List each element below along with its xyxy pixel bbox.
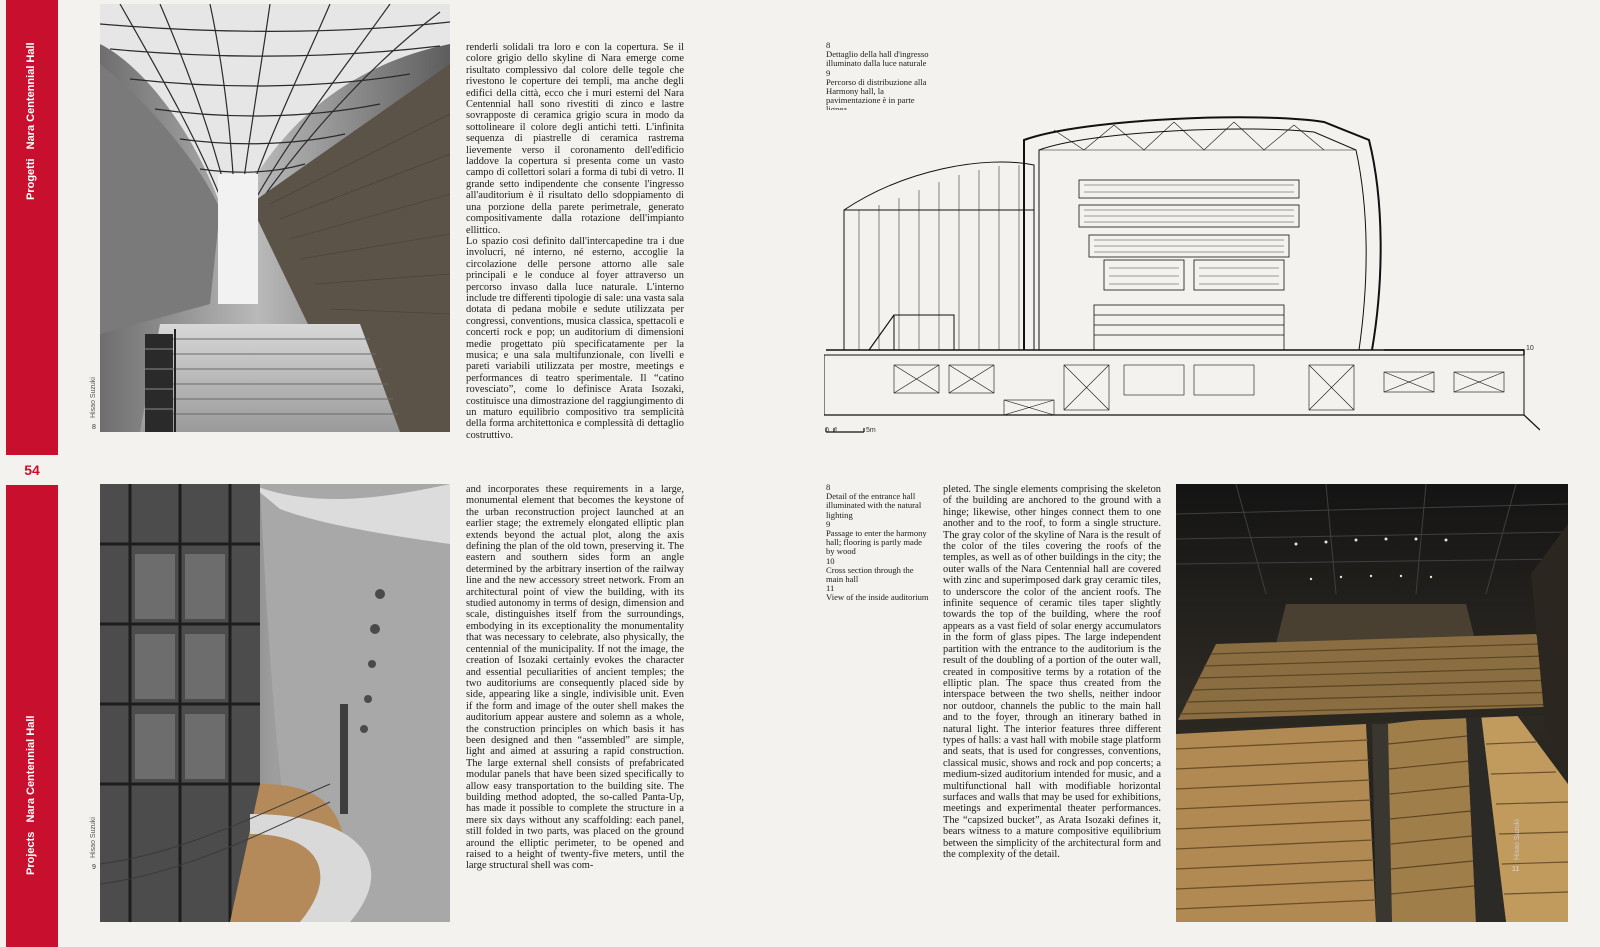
- photo-11-credit: Hisao Suzuki: [1514, 819, 1521, 860]
- caption-en-10: Cross section through the main hall: [826, 564, 914, 585]
- page-number: 54: [6, 455, 58, 485]
- italian-paragraph-2: Lo spazio così definito dall'intercapedine tra i due involucri, né interno, né esterno, accoglie la circolazione delle persone attorno alle sale principali e le conduce al foyer attraverso un percorso invaso dalla luce naturale. L'interno include tre differenti tipologie di sale: una vasta sala dotata di pedana mobile e sedute utilizzata per congressi, conventions, musica classica, spettacoli e concerti rock e pop; un auditorium di dimensioni medie progettato più specificatamente per la musica; e una sala multifunzionale, con livelli e pareti variabili utilizzata per mostre, meetings e performances di teatro sperimentale. Il “catino rovesciato”, come lo definisce Arata Isozaki, costituisce una dimostrazione del raggiungimento di un maturo equilibrio compositivo tra semplicità della forma architettonica e complessità di dettaglio costruttivo.: [466, 235, 684, 441]
- scale-label-zero: 0: [825, 427, 829, 434]
- english-body-text-1: and incorporates these requirements in a large, monumental element that becomes the keystone of the urban reconstruction project launched at an earlier stage; the extremely elongated elliptic plan extends beyond the actual plot, along the axis defining the plan of the old town, preserving it. The eastern and southern sides form an angle determined by the arbitrary insertion of the railway line and the new accessory street network. From an architectural point of view the building, with its studied autonomy in terms of design, dimension and scale, distinguishes itself from the surroundings, embodying in its exceptionality the monumentality that was necessary to celebrate, also physically, the centennial of the municipality. If not the image, the creation of Isozaki certainly evokes the character and essential peculiarities of ancient temples; the two auditoriums are consequently placed side by side, appearing like a single, indivisible unit. Even if the form and image of the outer shell makes the auditorium appear austere and solemn as a whole, the construction principles on which basis it has been designed and then “assembled” are simple, light and aimed at assuring a rapid construction. The large external shell consists of prefabricated modular panels that have been sized specifically to allow easy transportation to the building site. The building method adopted, the so-called Panta-Up, has made it possible to complete the structure in a mere six days without any scaffolding: each panel, still folded in two parts, was placed on the ground around the elliptic perimeter, to be opened and raised to a height of twenty-five meters, until the large structural shell was com-: [466, 484, 684, 872]
- caption-en-9: Passage to enter the harmony hall; flooring is partly made by wood: [826, 528, 927, 557]
- sidebar-label-top-title: Nara Centennial Hall: [25, 42, 37, 150]
- photo-harmony-passage: [100, 484, 450, 922]
- photo-11-number: 11: [1512, 866, 1520, 873]
- photo-entrance-hall: [100, 4, 450, 432]
- sidebar-label-top-section: Progetti: [25, 158, 37, 200]
- photo-auditorium: [1176, 484, 1568, 922]
- photo-9-credit: Hisao Suzuki: [90, 817, 97, 858]
- cross-section-drawing: [824, 110, 1540, 440]
- photo-8-number: 8: [92, 424, 96, 431]
- sidebar-label-top: [25, 42, 37, 200]
- sidebar-label-bottom-title: Nara Centennial Hall: [25, 715, 37, 823]
- caption-it-9-number: 9: [826, 67, 831, 78]
- sidebar-label-bottom: [25, 716, 37, 875]
- caption-it-8-number: 8: [826, 40, 831, 50]
- english-body-text-2: pleted. The single elements comprising the skeleton of the building are anchored to the ground with a hinge; likewise, other hinges connect them to one another and to the roof, to form a single structure. The gray color of the skyline of Nara is the result of the color of the tiles covering the roofs of the temples, as well as of other buildings in the city; the outer walls of the Nara Centennial hall are covered with zinc and superimposed dark gray ceramic tiles, to underscore the color of the ancient roofs. The infinite sequence of ceramic tiles taper slightly towards the top of the building, where the roof appears as a vast field of solar energy accumulators in the form of glass pipes. The large independent partition with the entrance to the auditorium is the result of the doubling of a portion of the outer wall, created in compositive terms by a rotation of the elliptic plan. The space thus created from the interspace between the two shells, neither indoor nor outdoor, channels the public to the main hall and to the foyer, through an itinerary bathed in natural light. The interior features three different types of halls: a vast hall with mobile stage platform and seats, that is used for congresses, conventions, classical music, shows and rock and pop concerts; a medium-sized auditorium intended for music, and a multifunctional hall with modifiable horizontal surfaces and walls that may be used for exhibitions, meetings and experimental theater performances. The “capsized bucket”, as Arata Isozaki defines it, bears witness to a mature compositive equilibrium between the simplicity of the architectural form and the complexity of the detail.: [943, 484, 1161, 860]
- photo-8-credit: Hisao Suzuki: [90, 377, 97, 418]
- scale-label-five: 5m: [866, 427, 876, 434]
- caption-en-8: Detail of the entrance hall illuminated with the natural lighting: [826, 491, 922, 520]
- caption-en-11-number: 11: [826, 583, 835, 594]
- caption-en-11: View of the inside auditorium: [826, 592, 929, 603]
- caption-en-9-number: 9: [826, 518, 831, 529]
- sidebar-label-bottom-section: Projects: [25, 831, 37, 875]
- caption-it-9: Percorso di distribuzione alla Harmony hall, la pavimentazione è in parte: [826, 76, 927, 106]
- section-figure-number: 10: [1526, 345, 1534, 352]
- scale-label-one: 1: [834, 427, 838, 434]
- italian-body-text: [466, 42, 684, 441]
- photo-9-number: 9: [92, 864, 96, 871]
- italian-paragraph-1: renderli solidali tra loro e con la copertura. Se il colore grigio dello skyline di Nara emerge come risultato complessivo dal colore delle tegole che rivestono le coperture dei templi, ma anche degli edifici della città, ecco che i muri esterni del Nara Centennial hall sono rivestiti di zinco e lastre sovrapposte di ceramica grigio scura in modo da sottolineare il colore degli antichi tetti. L'infinita sequenza di piastrelle di ceramica rastrema lievemente verso il coronamento dell'edificio laddove la copertura si presenta come un vasto campo di collettori solari a forma di tubi di vetro. Il grande setto indipendente che consente l'ingresso all'auditorium è il risultato dello sdoppiamento di una porzione della parete perimetrale, generato compositivamente dalla rotazione dell'impianto ellittico.: [466, 42, 684, 236]
- caption-en-8-number: 8: [826, 482, 831, 492]
- caption-it-8: Dettaglio della hall d'ingresso illuminato dalla luce naturale: [826, 49, 929, 69]
- captions-english: [826, 483, 931, 603]
- caption-en-10-number: 10: [826, 555, 835, 566]
